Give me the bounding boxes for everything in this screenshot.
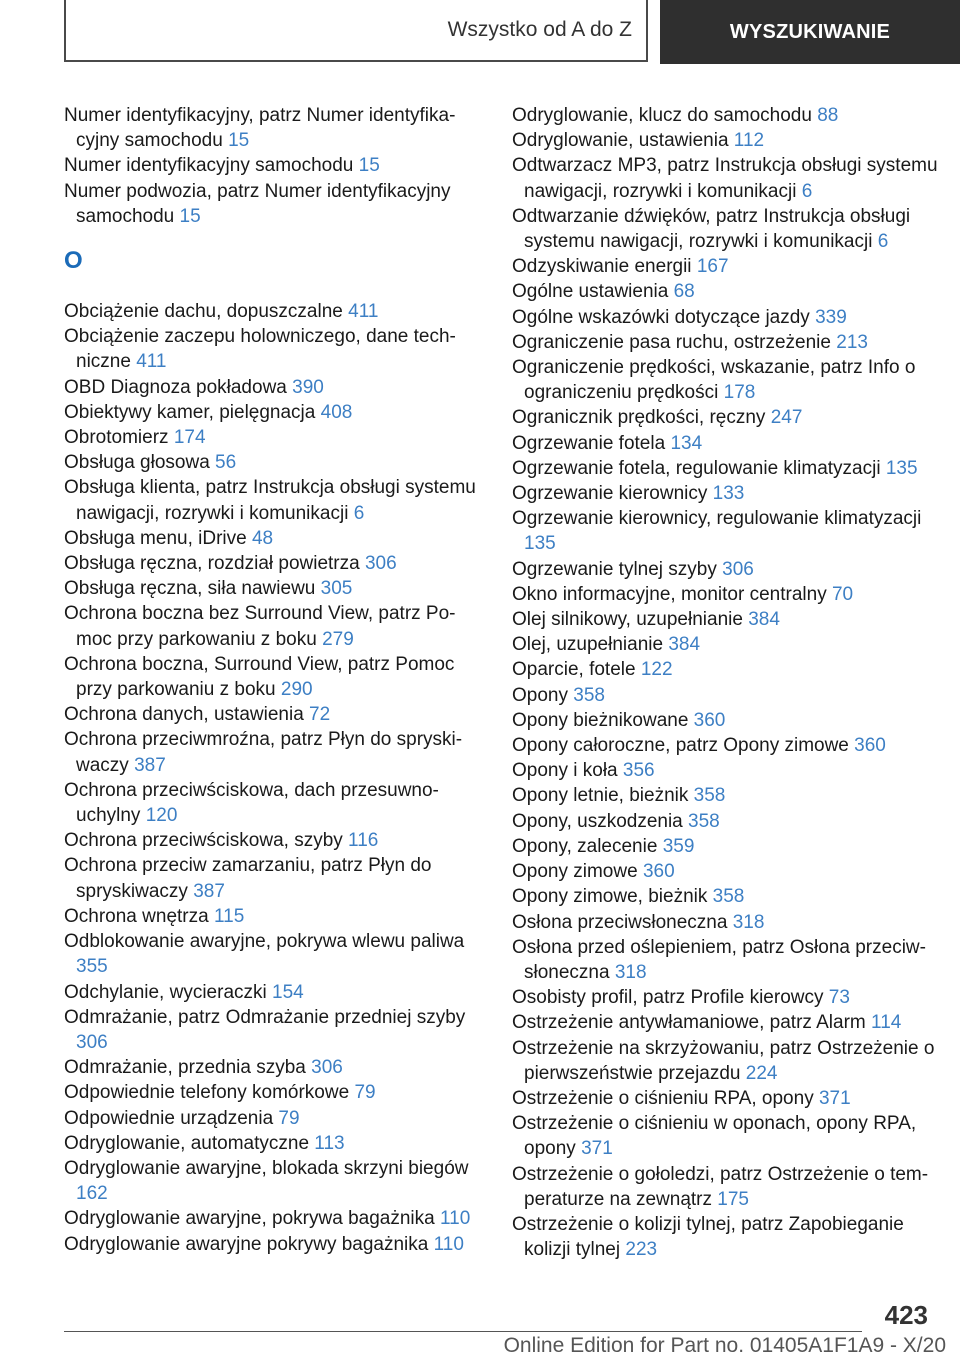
index-entry [512, 456, 942, 481]
index-entry-text: Odtwarzacz MP3, patrz Instrukcja obsługi systemu nawigacji, rozrywki i komunikacji [512, 155, 938, 202]
page-reference-link[interactable]: 355 [76, 956, 108, 978]
footer-divider [64, 1331, 862, 1332]
index-entry [512, 153, 942, 203]
index-entry [512, 330, 942, 355]
index-entry [64, 551, 484, 576]
index-entry [512, 935, 942, 985]
page-reference-link[interactable]: 6 [801, 180, 813, 202]
page-reference-link[interactable]: 79 [354, 1082, 376, 1104]
page-reference-link[interactable]: 110 [433, 1233, 464, 1255]
index-entry [64, 1232, 484, 1257]
page-reference-link[interactable]: 360 [693, 709, 726, 731]
index-entry-text: Ochrona przeciwściskowa, dach przesuwno-uchylny [64, 779, 439, 827]
index-entry-text: Odryglowanie, klucz do samochodu [512, 105, 812, 126]
page-reference-link[interactable]: 358 [693, 785, 726, 807]
page-reference-link[interactable]: 223 [625, 1239, 658, 1261]
index-entry-text: Ograniczenie pasa ruchu, ostrzeżenie [512, 331, 831, 353]
index-entry-text: Ostrzeżenie o kolizji tylnej, patrz Zapobieganie kolizji tylnej [512, 1213, 904, 1261]
page-reference-link[interactable]: 15 [179, 205, 201, 227]
page-reference-link[interactable]: 318 [614, 961, 647, 983]
index-entry-text: Opony letnie, bieżnik [512, 785, 689, 807]
index-entry-text: Obrotomierz [64, 427, 169, 449]
page-reference-link[interactable]: 72 [309, 704, 331, 726]
page-reference-link[interactable]: 167 [696, 256, 729, 278]
index-entry-text: Obsługa ręczna, rozdział powietrza [64, 553, 360, 575]
index-entry-text: Ogólne wskazówki dotyczące jazdy [512, 306, 810, 328]
index-entry-text: Opony zimowe, bieżnik [512, 886, 708, 908]
index-entry [64, 904, 484, 929]
index-entry [512, 355, 942, 405]
page-reference-link[interactable]: 360 [642, 861, 675, 883]
index-entry [64, 475, 484, 525]
index-entry-text: Ochrona wnętrza [64, 905, 209, 927]
index-entry-text: Obciążenie zaczepu holowniczego, dane techniczne [64, 326, 456, 373]
index-entry [512, 557, 942, 582]
index-entry [64, 980, 484, 1005]
page-reference-link[interactable]: 56 [215, 452, 237, 474]
page-reference-link[interactable]: 358 [688, 810, 720, 832]
index-entry [512, 103, 942, 128]
page-reference-link[interactable]: 360 [854, 735, 886, 757]
index-entry [512, 910, 942, 935]
page-reference-link[interactable]: 279 [322, 628, 354, 650]
index-entry-text: Odpowiednie telefony komórkowe [64, 1082, 350, 1104]
index-entry [512, 431, 942, 456]
index-entry-text: Odmrażanie, patrz Odmrażanie przedniej szyby [64, 1006, 466, 1028]
edition-footer: Online Edition for Part no. 01405A1F1A9 - X/20 [503, 1334, 946, 1357]
page-reference-link[interactable]: 387 [134, 754, 166, 776]
index-entry-text: Olej silnikowy, uzupełnianie [512, 609, 743, 631]
index-entry [64, 526, 484, 551]
index-entry-text: Ogrzewanie kierownicy [512, 483, 708, 505]
index-entry-text: Ogrzewanie tylnej szyby [512, 558, 717, 580]
page-reference-link[interactable]: 174 [173, 427, 206, 449]
page-reference-link[interactable]: 178 [723, 382, 756, 404]
index-entry-text: Odblokowanie awaryjne, pokrywa wlewu paliwa [64, 931, 465, 953]
page-reference-link[interactable]: 306 [722, 558, 754, 580]
index-entry-text: Odryglowanie awaryjne, blokada skrzyni biegów [64, 1157, 469, 1179]
index-entry-text: Ostrzeżenie na skrzyżowaniu, patrz Ostrzeżenie o pierwszeństwie przejazdu [512, 1037, 935, 1084]
page-reference-link[interactable]: 175 [717, 1188, 749, 1210]
index-entry [64, 1156, 484, 1206]
index-entry [512, 1212, 942, 1262]
index-entry-text: Opony zimowe [512, 861, 638, 883]
index-entry [512, 254, 942, 279]
index-column-right [512, 103, 942, 1262]
index-entry-text: Ochrona boczna, Surround View, patrz Pomoc przy parkowaniu z boku [64, 653, 455, 701]
index-entry [512, 305, 942, 330]
index-entry-text: Ochrona przeciwmroźna, patrz Płyn do spryskiwaczy [64, 729, 463, 776]
page-reference-link[interactable]: 6 [353, 502, 365, 524]
page-reference-link[interactable]: 68 [673, 281, 695, 303]
index-entry [64, 828, 484, 853]
page-reference-link[interactable]: 318 [732, 911, 765, 933]
index-entry-text: Opony [512, 684, 568, 706]
index-entry [64, 1106, 484, 1131]
index-entry-text: Obciążenie dachu, dopuszczalne [64, 301, 343, 323]
page-reference-link[interactable]: 134 [670, 432, 703, 454]
page-reference-link[interactable]: 339 [815, 306, 847, 328]
index-entry-text: Odryglowanie, automatyczne [64, 1132, 310, 1154]
index-entry-text: Ochrona przeciwściskowa, szyby [64, 830, 343, 852]
index-entry [512, 884, 942, 909]
page-reference-link[interactable]: 224 [745, 1062, 778, 1084]
page-reference-link[interactable]: 154 [272, 981, 304, 1003]
section-title [64, 0, 648, 62]
index-entry [512, 985, 942, 1010]
index-entry [512, 204, 942, 254]
index-entry [64, 929, 484, 979]
index-entry [64, 727, 484, 777]
index-entry [64, 375, 484, 400]
index-entry [64, 103, 484, 153]
index-entry [512, 607, 942, 632]
index-entry-text: Ochrona danych, ustawienia [64, 704, 304, 726]
page-reference-link[interactable]: 113 [314, 1132, 345, 1154]
page-reference-link[interactable]: 371 [581, 1138, 613, 1160]
index-entry [64, 601, 484, 651]
page-reference-link[interactable]: 384 [748, 609, 780, 631]
index-entry-text: Numer identyfikacyjny samochodu [64, 155, 354, 177]
page-reference-link[interactable]: 411 [348, 301, 379, 323]
page-reference-link[interactable]: 115 [213, 905, 245, 927]
index-entry-text: Okno informacyjne, monitor centralny [512, 583, 827, 605]
page-reference-link[interactable]: 306 [311, 1057, 343, 1079]
page-reference-link[interactable]: 411 [136, 351, 167, 373]
index-entry [64, 400, 484, 425]
index-entry-text: Obsługa ręczna, siła nawiewu [64, 578, 316, 600]
index-entry-text: Opony bieżnikowane [512, 709, 689, 731]
page-reference-link[interactable]: 387 [193, 880, 225, 902]
index-entry-text: Odryglowanie awaryjne pokrywy bagażnika [64, 1233, 429, 1255]
index-entry-text: Numer podwozia, patrz Numer identyfikacyjny samochodu [64, 180, 451, 227]
index-entry [64, 153, 484, 178]
index-entry-text: Ogrzewanie kierownicy, regulowanie klimatyzacji [512, 508, 922, 530]
page-reference-link[interactable]: 133 [712, 483, 745, 505]
page-reference-link[interactable]: 6 [877, 231, 889, 253]
index-letter-heading: O [64, 247, 83, 275]
page-reference-link[interactable]: 247 [770, 407, 803, 429]
index-entry-text: Odchylanie, wycieraczki [64, 981, 267, 1003]
index-entry-text: Ostrzeżenie antywłamaniowe, patrz Alarm [512, 1012, 866, 1034]
index-entry [64, 1005, 484, 1055]
index-entry [64, 299, 484, 324]
index-entry [64, 450, 484, 475]
page-number: 423 [884, 1300, 928, 1330]
index-entry-text: Odpowiednie urządzenia [64, 1107, 274, 1129]
index-entry [512, 1111, 942, 1161]
index-entry-text: Odryglowanie, ustawienia [512, 130, 729, 152]
page-reference-link[interactable]: 79 [278, 1107, 300, 1129]
page-reference-link[interactable]: 120 [145, 805, 178, 827]
index-entry-text: Opony, uszkodzenia [512, 810, 683, 832]
index-entry-text: OBD Diagnoza pokładowa [64, 376, 287, 398]
index-entry-text: Obsługa głosowa [64, 452, 210, 474]
index-entry-text: Obsługa klienta, patrz Instrukcja obsługi systemu nawigacji, rozrywki i komunikacji [64, 477, 476, 524]
index-entry-text: Obiektywy kamer, pielęgnacja [64, 401, 316, 423]
index-entry [512, 632, 942, 657]
index-entry-text: Odmrażanie, przednia szyba [64, 1057, 306, 1079]
index-entry-text: Numer identyfikacyjny, patrz Numer identyfikacyjny samochodu [64, 105, 456, 152]
index-entry [512, 481, 942, 506]
page-reference-link[interactable]: 384 [668, 634, 701, 656]
index-entry-text: Odzyskiwanie energii [512, 256, 692, 278]
page-reference-link[interactable]: 306 [76, 1031, 108, 1053]
index-entry [64, 853, 484, 903]
index-entry [64, 1206, 484, 1231]
section-title-text: Wszystko od A do Z [447, 18, 632, 41]
page-reference-link[interactable]: 408 [320, 401, 353, 423]
page-reference-link[interactable]: 305 [320, 578, 353, 600]
index-entry-text: Opony całoroczne, patrz Opony zimowe [512, 735, 849, 757]
page-reference-link[interactable]: 88 [817, 105, 839, 126]
index-entry-text: Osobisty profil, patrz Profile kierowcy [512, 987, 824, 1009]
index-entry [512, 758, 942, 783]
index-entry [512, 809, 942, 834]
index-entry [512, 657, 942, 682]
page-reference-link[interactable]: 114 [871, 1012, 902, 1034]
search-tab[interactable] [660, 0, 960, 64]
page-reference-link[interactable]: 70 [831, 583, 854, 605]
index-entry [512, 683, 942, 708]
index-entry-text: Ochrona boczna bez Surround View, patrz Pomoc przy parkowaniu z boku [64, 603, 456, 650]
index-entry-text: Ostrzeżenie o ciśnieniu w oponach, opony RPA, opony [512, 1113, 917, 1160]
index-entry [64, 324, 484, 374]
index-entry [64, 576, 484, 601]
index-entry [512, 733, 942, 758]
page-reference-link[interactable]: 358 [712, 886, 745, 908]
index-entry-text: Opony, zalecenie [512, 835, 658, 857]
page-reference-link[interactable]: 15 [228, 130, 250, 152]
page-reference-link[interactable]: 371 [818, 1087, 851, 1109]
page-reference-link[interactable]: 356 [622, 760, 655, 782]
index-entry-text: Oparcie, fotele [512, 659, 636, 681]
index-entry [512, 506, 942, 556]
index-entry [64, 179, 484, 229]
page-reference-link[interactable]: 306 [364, 553, 397, 575]
index-entry-text: Ostrzeżenie o gołoledzi, patrz Ostrzeżenie o temperaturze na zewnątrz [512, 1163, 929, 1210]
page-reference-link[interactable]: 73 [828, 987, 850, 1009]
page-reference-link[interactable]: 358 [573, 684, 605, 706]
index-entry-text: Osłona przeciwsłoneczna [512, 911, 728, 933]
index-entry-text: Odryglowanie awaryjne, pokrywa bagażnika [64, 1208, 435, 1230]
page-header [64, 0, 960, 64]
index-entry [64, 702, 484, 727]
page-reference-link[interactable]: 112 [733, 130, 765, 152]
index-entry [512, 405, 942, 430]
index-entry-text: Ograniczenie prędkości, wskazanie, patrz Info o ograniczeniu prędkości [512, 357, 916, 404]
index-entry-text: Ostrzeżenie o ciśnieniu RPA, opony [512, 1087, 814, 1109]
index-entry [64, 652, 484, 702]
index-entry [512, 708, 942, 733]
page-reference-link[interactable]: 110 [439, 1208, 471, 1230]
index-entry-text: Opony i koła [512, 760, 618, 782]
page-reference-link[interactable]: 359 [662, 835, 695, 857]
index-entry [512, 1010, 942, 1035]
index-entry-text: Obsługa menu, iDrive [64, 527, 247, 549]
page-reference-link[interactable]: 122 [640, 659, 673, 681]
page-reference-link[interactable]: 390 [292, 376, 324, 398]
index-entry [512, 783, 942, 808]
index-entry-text: Ogrzewanie fotela, regulowanie klimatyzacji [512, 457, 881, 479]
index-entry [64, 1131, 484, 1156]
index-entry-text: Osłona przed oślepieniem, patrz Osłona przeciwsłoneczna [512, 936, 926, 983]
index-entry-text: Olej, uzupełnianie [512, 634, 664, 656]
index-entry [64, 778, 484, 828]
index-entry [512, 859, 942, 884]
page-reference-link[interactable]: 48 [251, 527, 274, 549]
index-entry [512, 582, 942, 607]
search-tab-label: WYSZUKIWANIE [729, 20, 891, 43]
page-reference-link[interactable]: 213 [836, 331, 868, 353]
index-entry [512, 279, 942, 304]
index-entry-text: Odtwarzanie dźwięków, patrz Instrukcja obsługi systemu nawigacji, rozrywki i komunikacji [512, 205, 911, 253]
index-entry [512, 128, 942, 153]
index-column-left [64, 103, 484, 1257]
index-entry [512, 1162, 942, 1212]
page-reference-link[interactable]: 15 [358, 155, 380, 177]
index-entry-text: Ogólne ustawienia [512, 281, 669, 303]
index-entry [512, 1036, 942, 1086]
index-entry [512, 1086, 942, 1111]
index-entry [512, 834, 942, 859]
index-entry [64, 1080, 484, 1105]
page-reference-link[interactable]: 162 [76, 1183, 108, 1205]
page-reference-link[interactable]: 116 [348, 830, 379, 852]
index-entry [64, 1055, 484, 1080]
index-entry [64, 425, 484, 450]
index-entry-text: Ogrzewanie fotela [512, 432, 666, 454]
page-reference-link[interactable]: 135 [885, 457, 918, 479]
page-reference-link[interactable]: 135 [524, 533, 556, 555]
index-entry-text: Ochrona przeciw zamarzaniu, patrz Płyn do spryskiwaczy [64, 855, 432, 902]
page-reference-link[interactable]: 290 [280, 679, 313, 701]
index-entry-text: Ogranicznik prędkości, ręczny [512, 407, 766, 429]
